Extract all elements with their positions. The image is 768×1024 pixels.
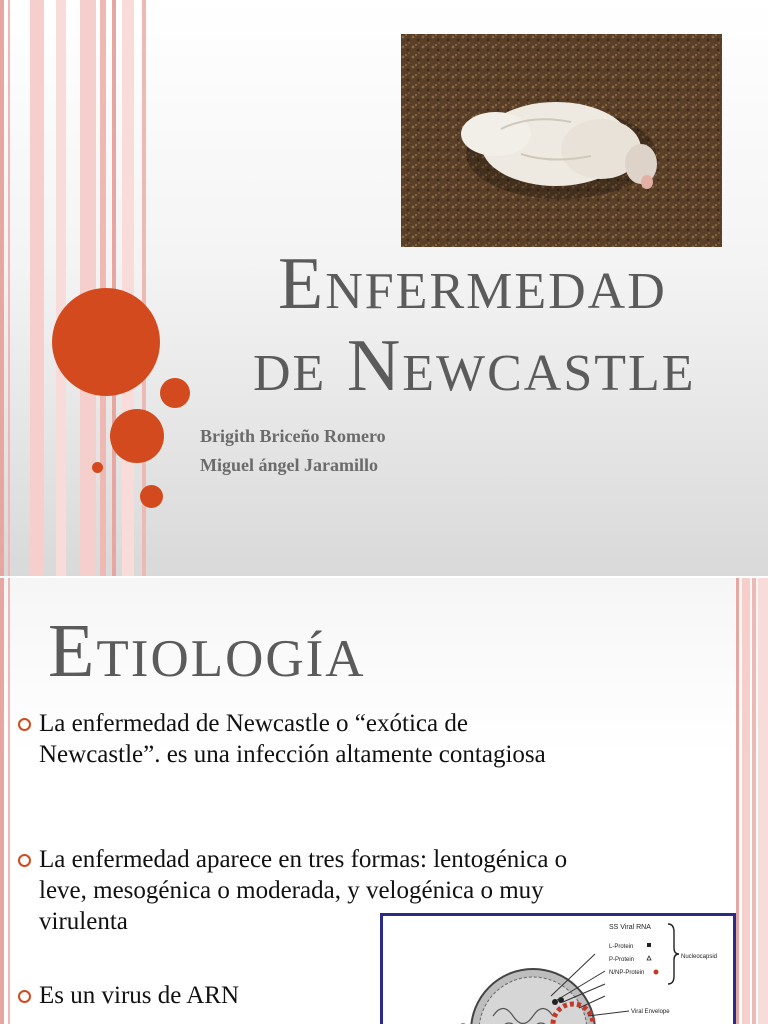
label-rna: SS Viral RNA — [609, 924, 651, 931]
slide-heading: Etiología — [48, 609, 366, 693]
title-line-2: de Newcastle — [253, 325, 696, 407]
bullet-icon — [18, 854, 31, 867]
label-np-protein: N/NP-Protein — [609, 970, 645, 976]
stripe — [8, 0, 10, 576]
decorative-circle-tiny — [92, 462, 103, 473]
virus-diagram-drawing — [383, 916, 733, 1024]
title-line-1: Enfermedad — [278, 243, 667, 325]
stripe — [0, 0, 4, 576]
stripe — [8, 578, 10, 1024]
bullet-text: La enfermedad de Newcastle o “exótica de Newcastle”. es una infección altamente contagiosa — [39, 710, 546, 768]
stripe — [30, 0, 44, 576]
decorative-circle-small — [140, 485, 163, 508]
chicken-photo — [401, 34, 722, 247]
label-envelope: Viral Envelope — [631, 1009, 670, 1015]
decorative-circle-large — [52, 288, 160, 396]
stripe — [752, 578, 756, 1024]
label-l-protein: L-Protein — [609, 944, 634, 950]
author-2: Miguel ángel Jaramillo — [200, 455, 378, 475]
stripe — [56, 0, 66, 576]
label-nucleocapsid: Nucleocapsid — [681, 954, 718, 960]
stripe — [122, 0, 134, 576]
stripe — [736, 578, 739, 1024]
bullet-text: Es un virus de ARN — [39, 982, 239, 1009]
bullet-icon — [18, 990, 31, 1003]
stripe — [0, 578, 4, 1024]
bullet-item — [18, 708, 578, 770]
label-p-protein: P-Protein — [609, 957, 635, 963]
stripe — [758, 578, 768, 1024]
bullet-text: La enfermedad aparece en tres formas: lentogénica o leve, mesogénica o moderada, y velogénica o muy virulenta — [39, 846, 568, 935]
decorative-circle-medium — [110, 409, 164, 463]
author-1: Brigith Briceño Romero — [200, 426, 386, 446]
virus-diagram — [380, 913, 736, 1024]
bullet-icon — [18, 718, 31, 731]
stripe — [80, 0, 96, 576]
stripe — [742, 578, 750, 1024]
decorative-circle-small — [160, 378, 190, 408]
etiology-slide — [0, 578, 768, 1024]
